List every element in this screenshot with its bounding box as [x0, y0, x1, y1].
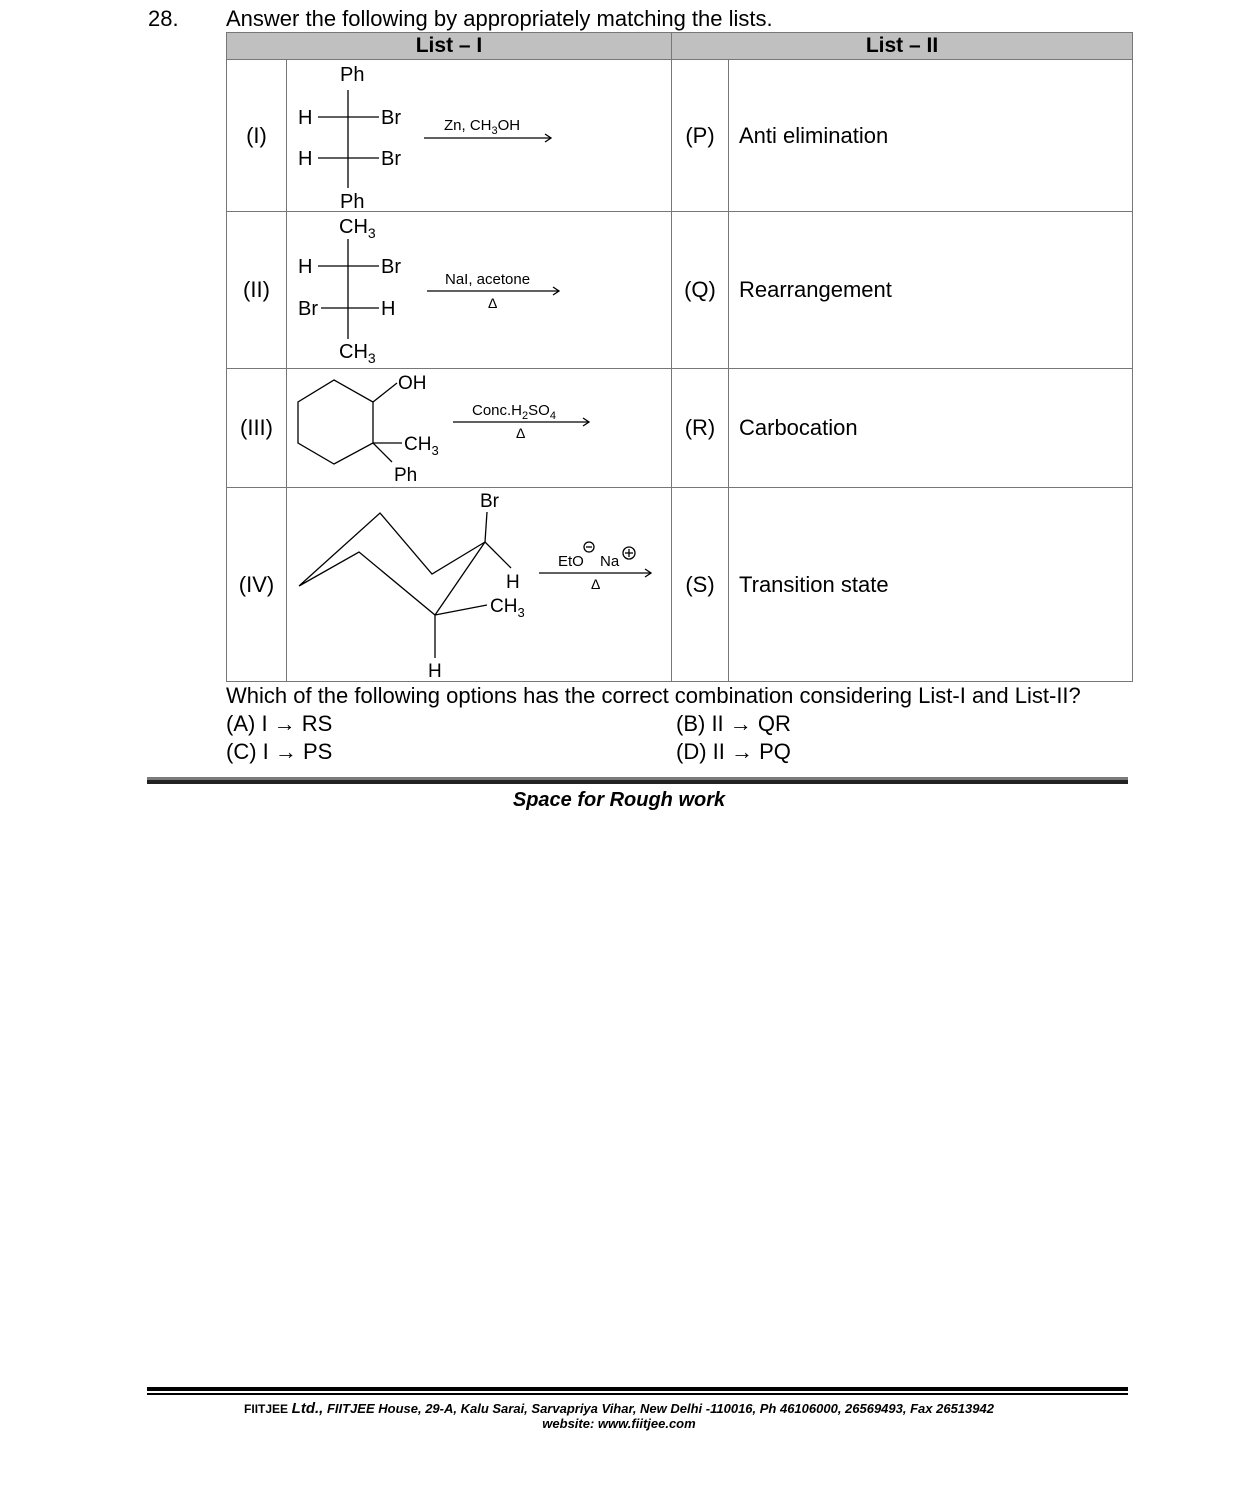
list-2-code: (Q) [672, 212, 729, 369]
option-d[interactable]: (D) II → PQ [676, 739, 791, 764]
option-c[interactable]: (C) I → PS [226, 739, 333, 764]
table-row [227, 212, 1133, 369]
reagent-sodium: Na [600, 553, 620, 570]
bromine-label: Br [480, 491, 499, 512]
question-stem: Which of the following options has the correct combination considering List-I and List-II? [226, 683, 1081, 708]
table-row [227, 369, 1133, 488]
rough-work-heading: Space for Rough work [512, 789, 726, 811]
list-2-description: Carbocation [729, 369, 1133, 488]
reagent-label: Zn, $CH_3OH$ [444, 117, 521, 137]
footer-website: website: www.fiitjee.com [542, 1416, 696, 1431]
question-number: 28. [148, 6, 179, 31]
table-row [227, 488, 1133, 682]
row-label: (I) [227, 60, 287, 212]
footer-rule-thin [147, 1393, 1128, 1395]
right-group-1: Br [381, 256, 401, 278]
list-2-header: List – II [672, 33, 1133, 60]
bottom-group: Ph [340, 191, 365, 211]
footer-address-text: FIITJEE House, 29-A, Kalu Sarai, Sarvapriya Vihar, New Delhi -110016, Ph 46106000, 26569493, Fax 26513942 [326, 1401, 994, 1416]
footer-rule-thick [147, 1387, 1128, 1391]
hydrogen-label-1: H [506, 572, 520, 593]
option-b[interactable]: (B) II → QR [676, 711, 791, 736]
footer-address [0, 1400, 1238, 1417]
left-group-2: Br [298, 298, 318, 320]
methyl-group: $CH_3$ [404, 434, 439, 458]
right-group-1: Br [381, 107, 401, 129]
list-2-description: Anti elimination [729, 60, 1133, 212]
cyclohexanol-structure [287, 369, 671, 487]
top-group: $CH_3$ [339, 216, 376, 241]
list-2-description: Rearrangement [729, 212, 1133, 369]
phenyl-group: Ph [394, 465, 418, 486]
left-group-1: H [298, 256, 313, 278]
right-group-2: Br [381, 148, 401, 170]
table-row [227, 60, 1133, 212]
methyl-group: $CH_3$ [490, 596, 525, 620]
footer-brand: FIITJEE [244, 1402, 289, 1416]
list-2-code: (S) [672, 488, 729, 682]
row-label: (III) [227, 369, 287, 488]
structure-cell [287, 60, 672, 212]
list-2-code: (R) [672, 369, 729, 488]
footer-ltd: Ltd., [291, 1400, 324, 1417]
row-label: (II) [227, 212, 287, 369]
reagent-ethoxide: EtO [558, 553, 584, 570]
row-label: (IV) [227, 488, 287, 682]
reagent-label: $Conc.H_2SO_4$ [472, 402, 556, 422]
right-group-2: H [381, 298, 396, 320]
list-2-code: (P) [672, 60, 729, 212]
structure-cell [287, 369, 672, 488]
structure-cell [287, 488, 672, 682]
left-group-1: H [298, 107, 313, 129]
heat-symbol: Δ [591, 576, 601, 592]
list-1-header: List – I [227, 33, 672, 60]
fischer-projection-2 [287, 212, 671, 368]
list-2-description: Transition state [729, 488, 1133, 682]
structure-cell [287, 212, 672, 369]
option-a[interactable]: (A) I → RS [226, 711, 333, 736]
matching-table [226, 32, 1133, 682]
reagent-label: NaI, acetone [445, 271, 531, 288]
chair-conformation [287, 488, 671, 681]
fischer-projection-1 [287, 60, 671, 211]
left-group-2: H [298, 148, 313, 170]
hydroxyl-group: OH [398, 373, 427, 394]
heat-symbol: Δ [516, 425, 526, 441]
top-group: Ph [340, 64, 365, 86]
bottom-group: $CH_3$ [339, 341, 376, 366]
hydrogen-label-2: H [428, 661, 442, 681]
heat-symbol: Δ [488, 295, 498, 311]
divider-top-dark [147, 780, 1128, 784]
question-text: Answer the following by appropriately matching the lists. [226, 6, 773, 31]
